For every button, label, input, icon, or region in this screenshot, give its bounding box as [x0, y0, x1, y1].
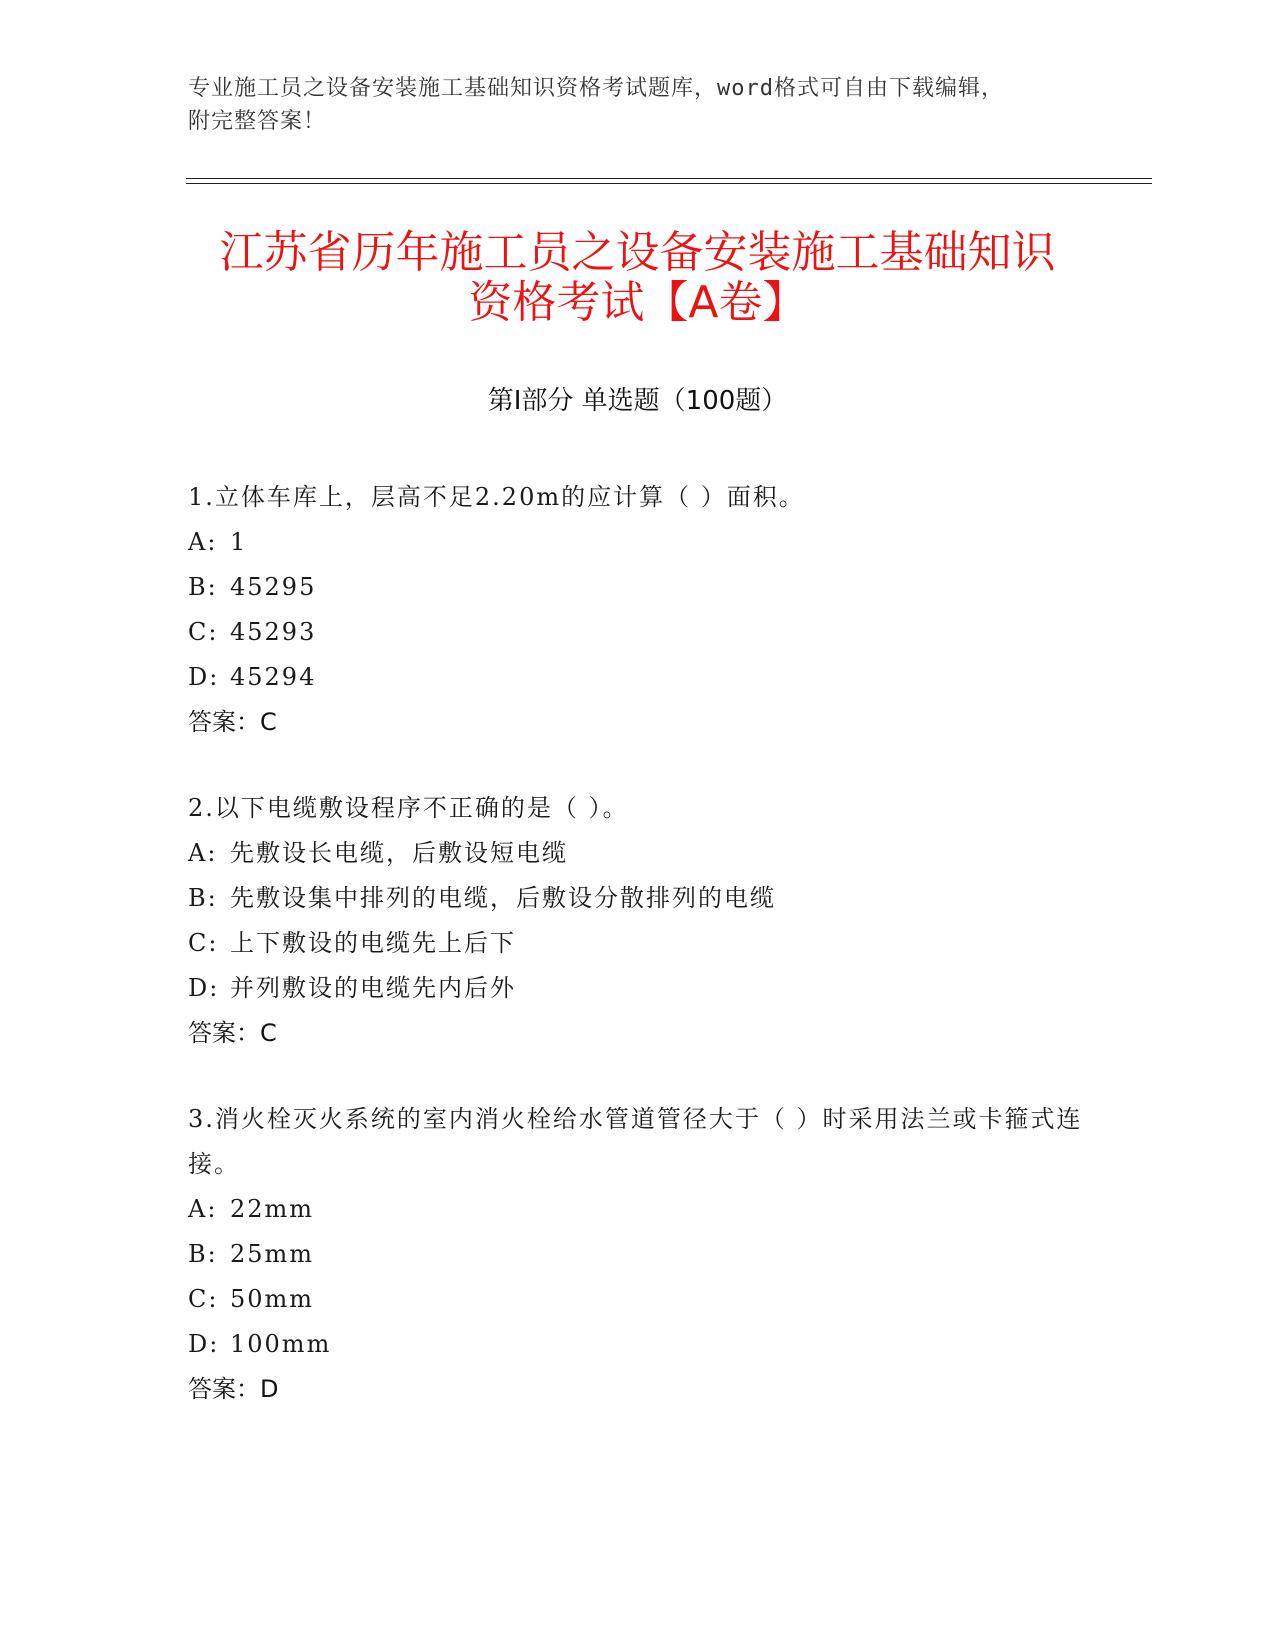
option-d — [188, 655, 1088, 700]
question-3 — [188, 1097, 1088, 1412]
header-note-line-1: 专业施工员之设备安装施工基础知识资格考试题库，word格式可自由下载编辑， — [188, 76, 1004, 101]
question-1 — [188, 475, 1088, 745]
option-letter: C: — [188, 618, 219, 646]
section-heading: 第Ⅰ部分 单选题（100题） — [487, 386, 788, 416]
option-text: 45295 — [230, 573, 317, 601]
title-line-1: 江苏省历年施工员之设备安装施工基础知识 — [219, 227, 1056, 278]
option-a — [188, 1187, 1088, 1232]
option-d — [188, 1322, 1088, 1367]
header-note — [188, 72, 1088, 138]
option-letter: C: — [188, 929, 219, 957]
option-text: 先敷设长电缆，后敷设短电缆 — [230, 839, 568, 867]
title-line-2: 资格考试【A卷】 — [468, 277, 807, 328]
option-letter: A: — [188, 839, 218, 867]
option-d — [188, 966, 1088, 1011]
option-letter: B: — [188, 1240, 218, 1268]
option-text: 100mm — [230, 1330, 332, 1358]
option-text: 上下敷设的电缆先上后下 — [230, 929, 516, 957]
option-letter: A: — [188, 1195, 218, 1223]
option-a — [188, 831, 1088, 876]
option-b — [188, 876, 1088, 921]
header-note-line-2: 附完整答案！ — [188, 109, 327, 134]
document-title — [150, 228, 1125, 328]
question-text: 2.以下电缆敷设程序不正确的是（ ）。 — [188, 794, 629, 822]
answer-line: 答案：C — [188, 708, 277, 736]
option-b — [188, 565, 1088, 610]
option-a — [188, 520, 1088, 565]
option-c — [188, 921, 1088, 966]
answer-line: 答案：D — [188, 1375, 279, 1403]
option-text: 45293 — [230, 618, 317, 646]
option-text: 50mm — [230, 1285, 315, 1313]
question-text: 3.消火栓灭火系统的室内消火栓给水管道管径大于（ ）时采用法兰或卡箍式连接。 — [188, 1105, 1083, 1178]
option-c — [188, 1277, 1088, 1322]
option-letter: B: — [188, 884, 218, 912]
option-text: 22mm — [230, 1195, 315, 1223]
option-text: 并列敷设的电缆先内后外 — [230, 974, 516, 1002]
question-text: 1.立体车库上，层高不足2.20m的应计算（ ）面积。 — [188, 483, 805, 511]
header-divider-top — [186, 178, 1152, 179]
option-b — [188, 1232, 1088, 1277]
question-list — [188, 475, 1088, 1453]
answer-line: 答案：C — [188, 1019, 277, 1047]
option-letter: A: — [188, 528, 218, 556]
question-2 — [188, 786, 1088, 1056]
option-letter: D: — [188, 663, 220, 691]
option-text: 45294 — [230, 663, 317, 691]
option-text: 先敷设集中排列的电缆，后敷设分散排列的电缆 — [230, 884, 776, 912]
option-text: 1 — [230, 528, 248, 556]
option-text: 25mm — [230, 1240, 315, 1268]
option-letter: D: — [188, 1330, 220, 1358]
option-letter: C: — [188, 1285, 219, 1313]
option-letter: B: — [188, 573, 218, 601]
option-c — [188, 610, 1088, 655]
header-divider-bottom — [186, 183, 1152, 184]
option-letter: D: — [188, 974, 220, 1002]
